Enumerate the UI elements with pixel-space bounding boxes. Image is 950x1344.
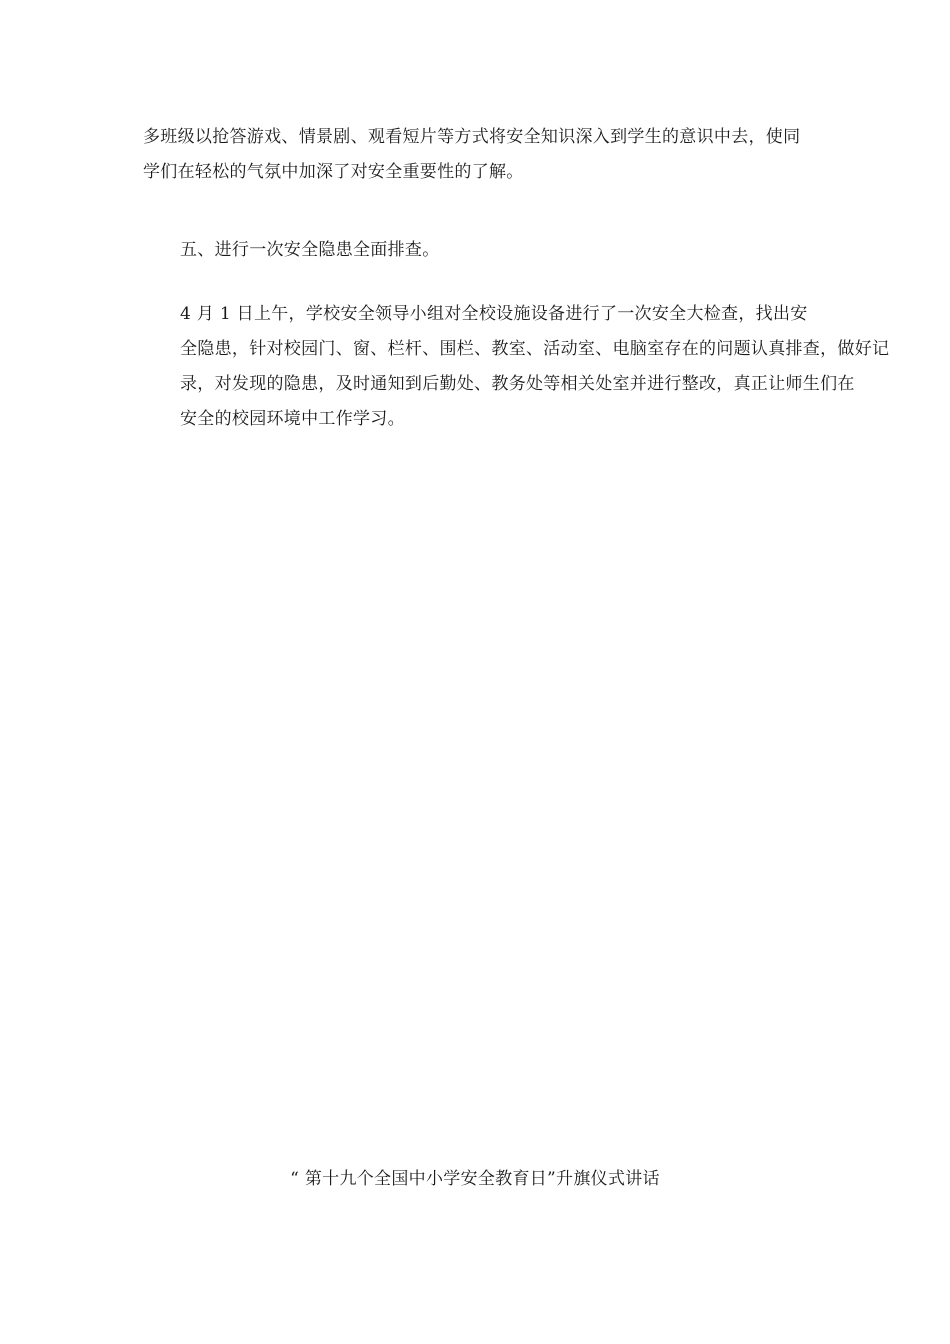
paragraph-line: 多班级以抢答游戏、情景剧、观看短片等方式将安全知识深入到学生的意识中去，使同	[143, 127, 801, 147]
heading-text: 五、进行一次安全隐患全面排查。	[180, 240, 440, 260]
paragraph-line: 安全的校园环境中工作学习。	[180, 409, 405, 429]
paragraph-activities	[143, 120, 811, 190]
section-heading-five	[143, 233, 811, 268]
paragraph-line: 4 月 1 日上午，学校安全领导小组对全校设施设备进行了一次安全大检查，找出安	[180, 304, 808, 324]
paragraph-line: 全隐患，针对校园门、窗、栏杆、围栏、教室、活动室、电脑室存在的问题认真排查，做好记	[180, 339, 890, 359]
paragraph-inspection	[143, 297, 890, 437]
paragraph-line: 录，对发现的隐患，及时通知到后勤处、教务处等相关处室并进行整改，真正让师生们在	[180, 374, 855, 394]
speech-title: “ 第十九个全国中小学安全教育日”升旗仪式讲话	[290, 1169, 660, 1189]
paragraph-line: 学们在轻松的气氛中加深了对安全重要性的了解。	[143, 162, 524, 182]
